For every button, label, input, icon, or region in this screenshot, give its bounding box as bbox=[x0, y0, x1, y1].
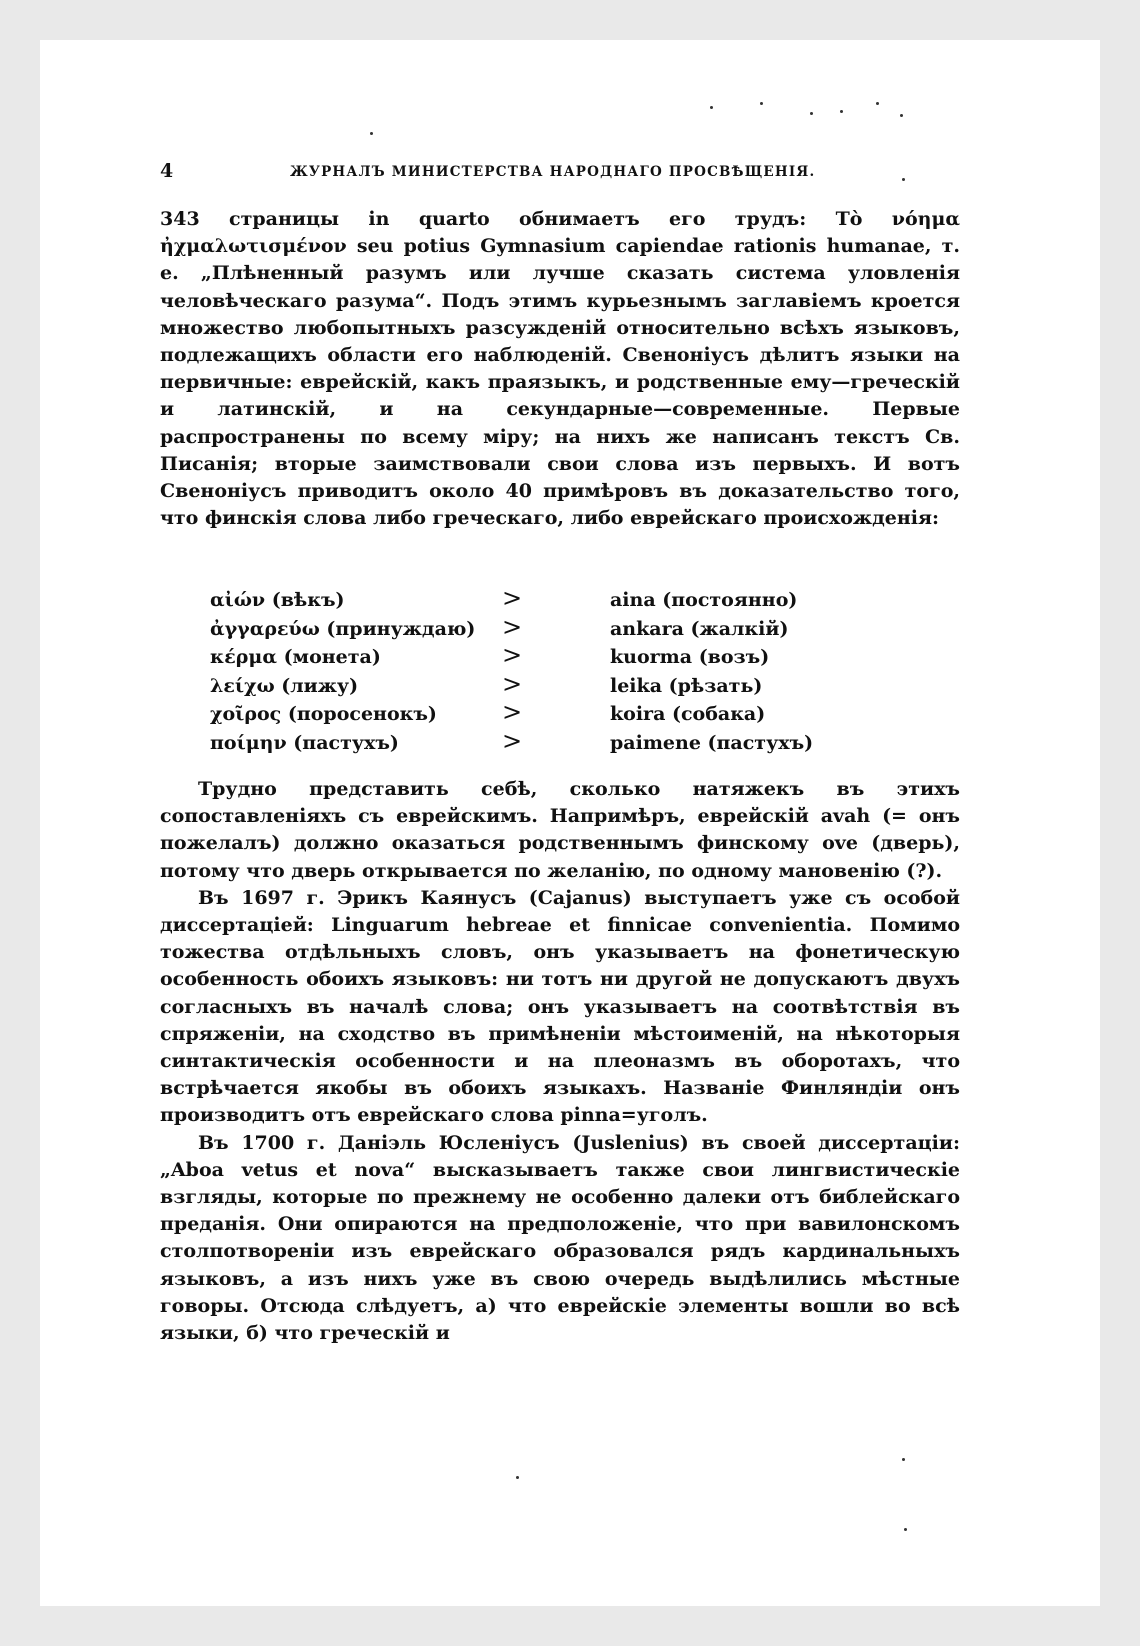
derivation-arrow: > bbox=[502, 641, 523, 669]
print-speck bbox=[840, 110, 843, 113]
derivation-arrow: > bbox=[502, 698, 523, 726]
greek-word: χοῖρος (поросенокъ) bbox=[210, 703, 437, 725]
finnish-word: koira (собака) bbox=[610, 703, 766, 725]
print-speck bbox=[810, 112, 813, 115]
comparison-row bbox=[210, 669, 850, 701]
finnish-word: paimene (пастухъ) bbox=[610, 731, 814, 754]
greek-word: κέρμα (монета) bbox=[210, 646, 381, 668]
print-speck bbox=[710, 106, 713, 109]
comparison-row bbox=[210, 586, 850, 615]
print-speck bbox=[902, 1458, 905, 1461]
finnish-word: leika (рѣзать) bbox=[610, 674, 763, 697]
greek-word: ποίμην (пастухъ) bbox=[210, 731, 399, 754]
finnish-word: kuorma (возъ) bbox=[610, 646, 770, 668]
page-number: 4 bbox=[160, 160, 174, 182]
paragraph: 343 страницы in quarto обнимаетъ его трудъ: Τὸ νόημα ἠχμαλωτισμένον seu potius Gymnasium capiendae rationis humanae, т. е. „Плѣненный разумъ или лучше сказать система уловленія человѣческаго разума“. Подъ этимъ курьезнымъ заглавіемъ кроется множество любопытныхъ разсужденій относительно всѣхъ языковъ, подлежащихъ области его наблюденій. Свеноніусъ дѣлитъ языки на первичные: еврейскій, какъ праязыкъ, и родственные ему—греческій и латинскій, и на секундарные—современные. Первые распространены по всему міру; на нихъ же написанъ текстъ Св. Писанія; вторые заимствовали свои слова изъ первыхъ. И вотъ Свеноніусъ приводитъ около 40 примѣровъ въ доказательство того, что финскія слова либо греческаго, либо еврейскаго происхожденія: bbox=[160, 208, 960, 530]
comparison-row bbox=[210, 726, 850, 758]
paragraph: Въ 1697 г. Эрикъ Каянусъ (Cajanus) выступаетъ уже съ особой диссертаціей: Linguarum hebreae et finnicae convenientia. Помимо тожества отдѣльныхъ словъ, онъ указываетъ на фонетическую особенность обоихъ языковъ: ни тотъ ни другой не допускаютъ двухъ согласныхъ въ началѣ слова; онъ указываетъ на соотвѣтствія въ спряженіи, на сходство въ примѣненіи мѣстоименій, на нѣкоторыя синтактическія особенности и на плеоназмъ въ оборотахъ, что встрѣчается якобы въ обоихъ языкахъ. Названіе Финляндіи онъ производитъ отъ еврейскаго слова pinna=уголъ. bbox=[160, 886, 960, 1127]
print-speck bbox=[876, 102, 879, 105]
print-speck bbox=[900, 114, 903, 117]
comparison-row bbox=[210, 643, 850, 672]
print-speck bbox=[904, 1528, 907, 1531]
derivation-arrow: > bbox=[502, 612, 523, 641]
greek-word: ἀγγαρεύω (принуждаю) bbox=[210, 617, 476, 640]
paragraph: Трудно представить себѣ, сколько натяжекъ въ этихъ сопоставленіяхъ съ еврейскимъ. Напримѣръ, еврейскій avah (= онъ пожелалъ) должно оказаться родственнымъ финскому ove (дверь), потому что дверь открывается по желанію, по одному мановенію (?). bbox=[160, 778, 960, 882]
greek-word: αἰών (вѣкъ) bbox=[210, 589, 345, 611]
derivation-arrow: > bbox=[502, 726, 523, 755]
running-title: ЖУРНАЛЪ МИНИСТЕРСТВА НАРОДНАГО ПРОСВѢЩЕНІЯ. bbox=[290, 164, 816, 180]
print-speck bbox=[516, 1476, 519, 1479]
comparison-row bbox=[210, 700, 850, 729]
paragraph: Въ 1700 г. Даніэль Юсленіусъ (Juslenius) въ своей диссертаціи: „Aboa vetus et nova“ высказываетъ также свои лингвистическіе взгляды, которые по прежнему не особенно далеки отъ библейскаго преданія. Они опираются на предположеніе, что при вавилонскомъ столпотвореніи изъ еврейскаго образовался рядъ кардинальныхъ языковъ, а изъ нихъ уже въ свою очередь выдѣлились мѣстные говоры. Отсюда слѣдуетъ, а) что еврейскіе элементы вошли во всѣ языки, б) что греческій и bbox=[160, 1131, 960, 1345]
greek-word: λείχω (лижу) bbox=[210, 674, 359, 697]
running-header bbox=[160, 160, 960, 190]
finnish-word: ankara (жалкій) bbox=[610, 617, 789, 640]
word-comparison-list bbox=[210, 586, 850, 757]
derivation-arrow: > bbox=[502, 669, 523, 698]
finnish-word: aina (постоянно) bbox=[610, 589, 798, 611]
body-text-continued bbox=[160, 776, 960, 1347]
print-speck bbox=[760, 102, 763, 105]
print-speck bbox=[370, 132, 373, 135]
body-text bbox=[160, 206, 960, 532]
derivation-arrow: > bbox=[502, 584, 523, 612]
comparison-row bbox=[210, 612, 850, 644]
